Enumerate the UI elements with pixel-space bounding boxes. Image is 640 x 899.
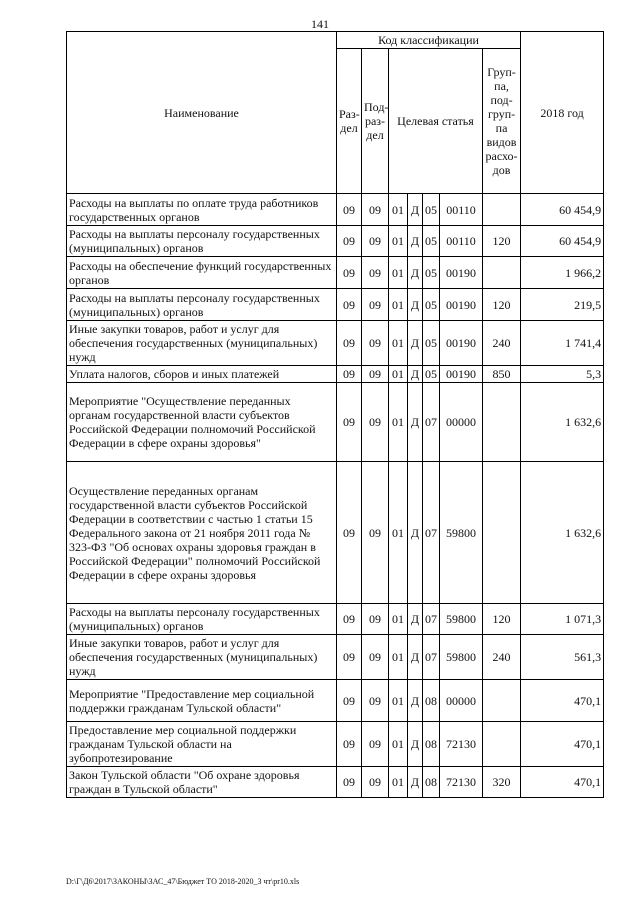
row-name: Иные закупки товаров, работ и услуг для обеспечения государственных (муниципальных) нужд [67, 321, 337, 366]
row-target-code-4: 00190 [440, 321, 483, 366]
row-target-code-2: Д [408, 767, 423, 798]
row-target-code-1: 01 [389, 767, 408, 798]
row-section: 09 [337, 604, 362, 635]
budget-table [66, 31, 604, 798]
row-section: 09 [337, 226, 362, 257]
row-target-code-4: 00000 [440, 680, 483, 722]
row-section: 09 [337, 366, 362, 383]
table-row [67, 383, 604, 462]
row-target-code-1: 01 [389, 604, 408, 635]
row-subsection: 09 [362, 289, 389, 321]
table-header [67, 32, 604, 194]
row-expense-group: 120 [483, 226, 521, 257]
header-year: 2018 год [521, 32, 604, 194]
row-target-code-2: Д [408, 722, 423, 767]
row-expense-group [483, 680, 521, 722]
row-expense-group [483, 194, 521, 226]
row-name: Осуществление переданных органам государственной власти субъектов Российской Федерации в соответствии с частью 1 статьи 15 Федерального закона от 21 ноября 2011 года № 323-ФЗ "Об основах охраны здоровья граждан в Российской Федерации" полномочий Российской Федерации в сфере охраны здоровья [67, 462, 337, 604]
row-target-code-3: 08 [423, 722, 440, 767]
row-section: 09 [337, 635, 362, 680]
row-target-code-1: 01 [389, 257, 408, 289]
row-target-code-2: Д [408, 194, 423, 226]
row-name: Мероприятие "Осуществление переданных органам государственной власти субъектов Российской Федерации полномочий Российской Федерации в сфере охраны здоровья" [67, 383, 337, 462]
row-target-code-3: 08 [423, 680, 440, 722]
row-amount: 561,3 [521, 635, 604, 680]
row-expense-group: 240 [483, 321, 521, 366]
row-expense-group: 320 [483, 767, 521, 798]
row-name: Уплата налогов, сборов и иных платежей [67, 366, 337, 383]
row-target-code-4: 59800 [440, 604, 483, 635]
table-row [67, 226, 604, 257]
header-expense-group: Груп- па, под- груп- па видов расхо- дов [483, 49, 521, 194]
header-section: Раз- дел [337, 49, 362, 194]
row-target-code-4: 00190 [440, 366, 483, 383]
table-row [67, 257, 604, 289]
row-target-code-4: 00110 [440, 226, 483, 257]
row-target-code-4: 59800 [440, 462, 483, 604]
row-name: Расходы на выплаты персоналу государственных (муниципальных) органов [67, 604, 337, 635]
table-row [67, 680, 604, 722]
row-target-code-1: 01 [389, 226, 408, 257]
row-target-code-3: 07 [423, 383, 440, 462]
row-target-code-3: 05 [423, 257, 440, 289]
row-amount: 1 741,4 [521, 321, 604, 366]
row-target-code-2: Д [408, 226, 423, 257]
row-expense-group: 120 [483, 604, 521, 635]
row-subsection: 09 [362, 194, 389, 226]
row-target-code-3: 07 [423, 604, 440, 635]
row-section: 09 [337, 289, 362, 321]
row-target-code-4: 59800 [440, 635, 483, 680]
table-row [67, 321, 604, 366]
row-expense-group: 120 [483, 289, 521, 321]
row-subsection: 09 [362, 383, 389, 462]
row-section: 09 [337, 383, 362, 462]
row-target-code-1: 01 [389, 722, 408, 767]
row-target-code-3: 05 [423, 366, 440, 383]
row-target-code-4: 00190 [440, 289, 483, 321]
row-target-code-2: Д [408, 635, 423, 680]
row-expense-group [483, 462, 521, 604]
row-target-code-2: Д [408, 604, 423, 635]
row-expense-group: 850 [483, 366, 521, 383]
row-target-code-3: 07 [423, 635, 440, 680]
header-subsection: Под- раз- дел [362, 49, 389, 194]
row-expense-group [483, 257, 521, 289]
header-name: Наименование [67, 32, 337, 194]
table-row [67, 635, 604, 680]
row-amount: 470,1 [521, 680, 604, 722]
row-amount: 5,3 [521, 366, 604, 383]
row-amount: 219,5 [521, 289, 604, 321]
row-subsection: 09 [362, 226, 389, 257]
row-name: Расходы на обеспечение функций государственных органов [67, 257, 337, 289]
row-target-code-2: Д [408, 680, 423, 722]
row-subsection: 09 [362, 680, 389, 722]
row-target-code-1: 01 [389, 321, 408, 366]
row-subsection: 09 [362, 366, 389, 383]
row-section: 09 [337, 462, 362, 604]
footer-file-path: D:\Г\Д6\2017\ЗАКОНЫ\ЗАС_47\Бюджет ТО 2018-2020_3 чт\pr10.xls [66, 877, 300, 886]
table-row [67, 462, 604, 604]
row-target-code-3: 05 [423, 289, 440, 321]
row-name: Предоставление мер социальной поддержки гражданам Тульской области на зубопротезирование [67, 722, 337, 767]
row-amount: 470,1 [521, 722, 604, 767]
row-target-code-3: 05 [423, 194, 440, 226]
row-section: 09 [337, 257, 362, 289]
row-section: 09 [337, 194, 362, 226]
row-target-code-1: 01 [389, 462, 408, 604]
row-target-code-1: 01 [389, 366, 408, 383]
row-subsection: 09 [362, 604, 389, 635]
row-target-code-1: 01 [389, 680, 408, 722]
row-amount: 470,1 [521, 767, 604, 798]
table-row [67, 604, 604, 635]
row-target-code-2: Д [408, 366, 423, 383]
table-row [67, 366, 604, 383]
row-target-code-4: 72130 [440, 767, 483, 798]
row-target-code-4: 72130 [440, 722, 483, 767]
row-target-code-2: Д [408, 289, 423, 321]
row-target-code-1: 01 [389, 289, 408, 321]
row-expense-group [483, 383, 521, 462]
row-target-code-2: Д [408, 462, 423, 604]
row-target-code-3: 07 [423, 462, 440, 604]
row-name: Иные закупки товаров, работ и услуг для обеспечения государственных (муниципальных) нужд [67, 635, 337, 680]
row-target-code-1: 01 [389, 383, 408, 462]
row-amount: 1 966,2 [521, 257, 604, 289]
row-subsection: 09 [362, 722, 389, 767]
row-amount: 1 632,6 [521, 462, 604, 604]
row-amount: 1 632,6 [521, 383, 604, 462]
table-body [67, 194, 604, 798]
row-target-code-4: 00190 [440, 257, 483, 289]
row-target-code-2: Д [408, 383, 423, 462]
row-section: 09 [337, 321, 362, 366]
row-target-code-3: 08 [423, 767, 440, 798]
row-name: Закон Тульской области "Об охране здоровья граждан в Тульской области" [67, 767, 337, 798]
table-row [67, 722, 604, 767]
row-name: Расходы на выплаты персоналу государственных (муниципальных) органов [67, 289, 337, 321]
row-name: Расходы на выплаты по оплате труда работников государственных органов [67, 194, 337, 226]
row-target-code-2: Д [408, 257, 423, 289]
row-target-code-2: Д [408, 321, 423, 366]
row-target-code-3: 05 [423, 321, 440, 366]
row-subsection: 09 [362, 635, 389, 680]
page-number: 141 [311, 17, 329, 31]
header-target-article: Целевая статья [389, 49, 483, 194]
row-expense-group: 240 [483, 635, 521, 680]
table-row [67, 289, 604, 321]
header-code-group: Код классификации [337, 32, 521, 49]
row-section: 09 [337, 722, 362, 767]
row-name: Мероприятие "Предоставление мер социальной поддержки гражданам Тульской области" [67, 680, 337, 722]
row-subsection: 09 [362, 462, 389, 604]
table-row [67, 194, 604, 226]
table-row [67, 767, 604, 798]
row-target-code-3: 05 [423, 226, 440, 257]
row-target-code-4: 00000 [440, 383, 483, 462]
row-target-code-1: 01 [389, 194, 408, 226]
row-subsection: 09 [362, 767, 389, 798]
row-subsection: 09 [362, 257, 389, 289]
row-amount: 60 454,9 [521, 194, 604, 226]
row-section: 09 [337, 767, 362, 798]
row-subsection: 09 [362, 321, 389, 366]
row-target-code-4: 00110 [440, 194, 483, 226]
row-name: Расходы на выплаты персоналу государственных (муниципальных) органов [67, 226, 337, 257]
row-section: 09 [337, 680, 362, 722]
row-amount: 60 454,9 [521, 226, 604, 257]
row-expense-group [483, 722, 521, 767]
row-target-code-1: 01 [389, 635, 408, 680]
row-amount: 1 071,3 [521, 604, 604, 635]
